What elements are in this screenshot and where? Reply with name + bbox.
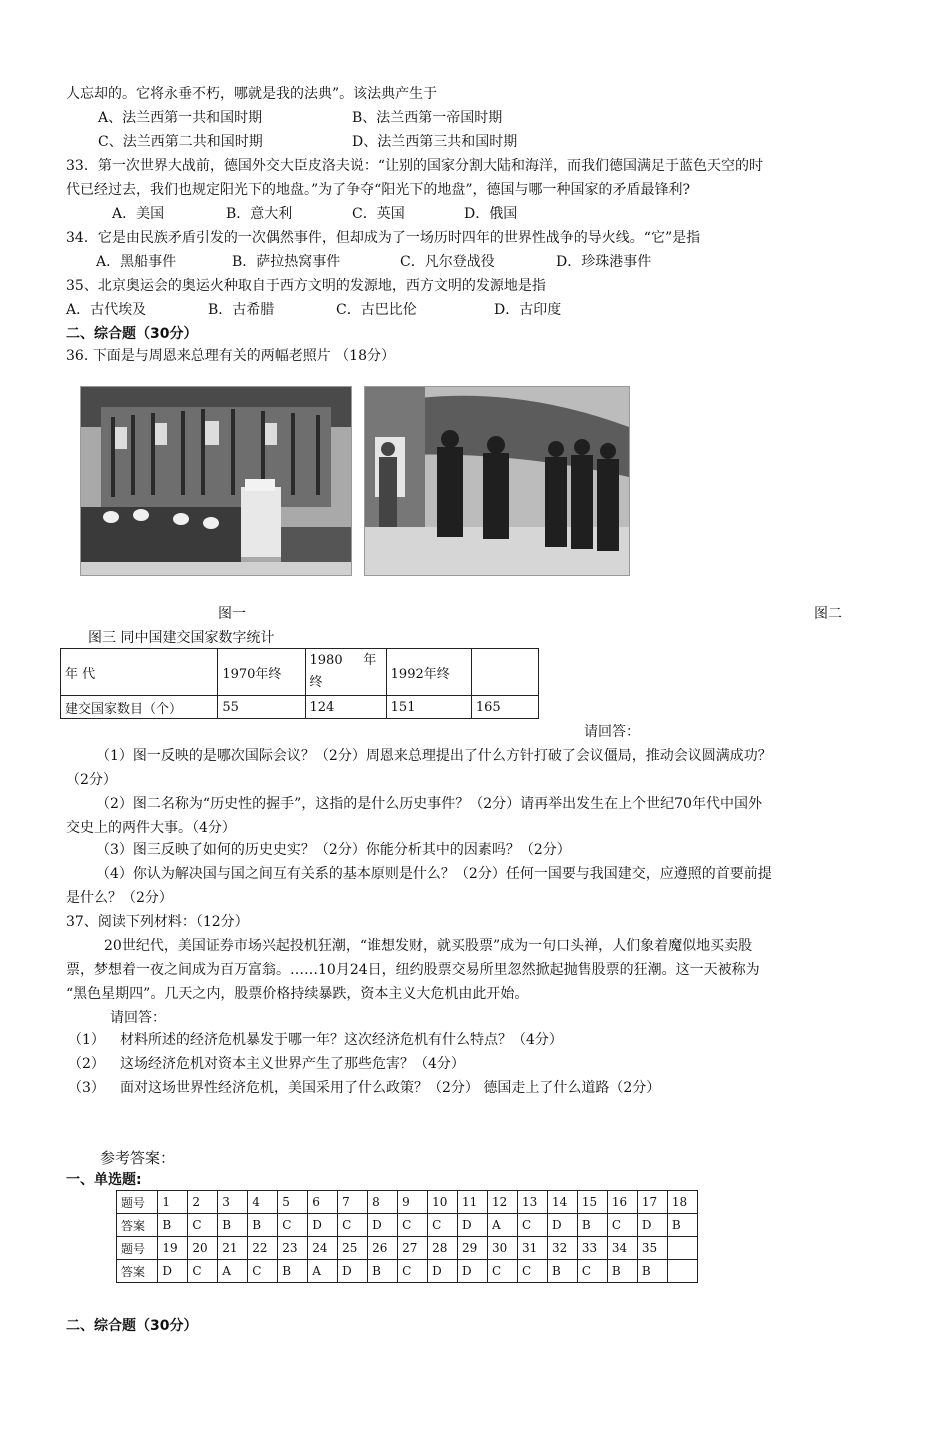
q36-sub4-line1: （4）你认为解决国与国之间互有关系的基本原则是什么？（2分）任何一国要与我国建交，应遵照的首要前提 [96, 866, 772, 882]
answer-cell: 19 [158, 1237, 188, 1260]
q32-text: 人忘却的。它将永垂不朽，哪就是我的法典”。该法典产生于 [66, 86, 438, 102]
q36-sub1-line1: （1）图一反映的是哪次国际会议？（2分）周恩来总理提出了什么方针打破了会议僵局，推动会议圆满成功？ [96, 748, 772, 764]
answer-cell: B [607, 1260, 637, 1283]
table-row [61, 649, 539, 696]
answer-cell: 13 [517, 1191, 547, 1214]
answer-cell: 5 [278, 1191, 308, 1214]
table-header-era: 年 代 [61, 649, 218, 696]
answer-cell: C [398, 1214, 428, 1237]
answer-cell: 27 [398, 1237, 428, 1260]
answer-cell: D [458, 1214, 488, 1237]
q35-option-c: C．古巴比伦 [336, 302, 417, 318]
answer-cell: C [428, 1214, 458, 1237]
q33-line1: 33．第一次世界大战前，德国外交大臣皮洛夫说：“让别的国家分割大陆和海洋，而我们德国满足于蓝色天空的时 [66, 158, 763, 174]
table-row [117, 1260, 698, 1283]
q36-sub2-line2: 交史上的两件大事。（4分） [66, 820, 236, 836]
answers-section2: 二、综合题（30分） [66, 1318, 198, 1334]
q34-line1: 34．它是由民族矛盾引发的一次偶然事件，但却成为了一场历时四年的世界性战争的导火线。“它”是指 [66, 230, 701, 246]
q37-material-line1: 20世纪代，美国证券市场兴起投机狂潮，“谁想发财，就买股票”成为一句口头禅，人们象着魔似地买卖股 [104, 938, 753, 954]
answer-cell: B [667, 1214, 697, 1237]
q37-material-line2: 票，梦想着一夜之间成为百万富翁。……10月24日，纽约股票交易所里忽然掀起抛售股票的狂潮。这一天被称为 [66, 962, 760, 978]
answer-cell: D [637, 1214, 667, 1237]
photo-handshake [364, 386, 630, 576]
q37-sub1-number: （1） [68, 1032, 105, 1048]
answer-cell: 9 [398, 1191, 428, 1214]
answer-cell: A [308, 1260, 338, 1283]
answer-cell: 6 [308, 1191, 338, 1214]
q37-sub2: 这场经济危机对资本主义世界产生了那些危害？（4分） [120, 1056, 465, 1072]
answer-cell: 17 [637, 1191, 667, 1214]
fig1-caption: 图一 [218, 606, 246, 622]
answer-cell: A [488, 1214, 518, 1237]
answer-table [116, 1190, 698, 1283]
answer-cell: 20 [188, 1237, 218, 1260]
section2-title: 二、综合题（30分） [66, 326, 198, 342]
answer-cell: D [458, 1260, 488, 1283]
answer-cell: 7 [338, 1191, 368, 1214]
answer-cell [667, 1260, 697, 1283]
answer-cell: 18 [667, 1191, 697, 1214]
q33-option-a: A．美国 [112, 206, 165, 222]
answer-cell: D [338, 1260, 368, 1283]
answer-cell: 21 [218, 1237, 248, 1260]
q34-option-a: A．黑船事件 [96, 254, 177, 270]
q35-line1: 35、北京奥运会的奥运火种取自于西方文明的发源地，西方文明的发源地是指 [66, 278, 546, 294]
q34-option-c: C．凡尔登战役 [400, 254, 495, 270]
answer-cell: 24 [308, 1237, 338, 1260]
answer-cell: 28 [428, 1237, 458, 1260]
answer-cell: 16 [607, 1191, 637, 1214]
diplomacy-table [60, 648, 539, 719]
q32-option-a: A、法兰西第一共和国时期 [98, 110, 263, 126]
answer-cell: C [278, 1214, 308, 1237]
answer-cell: B [637, 1260, 667, 1283]
answer-cell: C [517, 1260, 547, 1283]
answer-cell: 10 [428, 1191, 458, 1214]
answer-cell: 35 [637, 1237, 667, 1260]
q35-option-d: D．古印度 [494, 302, 562, 318]
photo-handshake-image [365, 387, 629, 575]
answer-cell: C [398, 1260, 428, 1283]
answer-cell: C [188, 1214, 218, 1237]
answer-cell: C [488, 1260, 518, 1283]
answer-cell: C [517, 1214, 547, 1237]
q37-please-answer: 请回答： [110, 1010, 166, 1026]
q36-intro: 36. 下面是与周恩来总理有关的两幅老照片 （18分） [66, 348, 395, 364]
answer-cell: D [428, 1260, 458, 1283]
answer-cell: 3 [218, 1191, 248, 1214]
q37-sub1: 材料所述的经济危机暴发于哪一年？这次经济危机有什么特点？（4分） [120, 1032, 563, 1048]
answer-cell: 25 [338, 1237, 368, 1260]
answer-cell: D [158, 1260, 188, 1283]
answer-cell: D [368, 1214, 398, 1237]
table-row [117, 1237, 698, 1260]
answer-cell: 11 [458, 1191, 488, 1214]
answer-cell: C [607, 1214, 637, 1237]
q35-option-b: B．古希腊 [208, 302, 275, 318]
answer-cell: 26 [368, 1237, 398, 1260]
q33-option-c: C．英国 [352, 206, 405, 222]
photo-conference-image [81, 387, 351, 575]
q33-option-d: D．俄国 [464, 206, 518, 222]
answer-cell: A [218, 1260, 248, 1283]
fig3-title: 图三 同中国建交国家数字统计 [88, 630, 275, 646]
answer-cell: D [308, 1214, 338, 1237]
q37-sub3-number: （3） [68, 1080, 105, 1096]
q37-intro: 37、阅读下列材料：（12分） [66, 914, 249, 930]
answer-cell: 15 [577, 1191, 607, 1214]
table-row-label: 建交国家数目（个） [61, 696, 218, 719]
answer-cell: 32 [547, 1237, 577, 1260]
answer-cell: B [248, 1214, 278, 1237]
answer-cell: C [338, 1214, 368, 1237]
answer-cell: B [278, 1260, 308, 1283]
answer-cell [667, 1237, 697, 1260]
table-row [117, 1191, 698, 1214]
q33-option-b: B．意大利 [226, 206, 293, 222]
q37-sub2-number: （2） [68, 1056, 105, 1072]
answer-cell: 22 [248, 1237, 278, 1260]
answer-cell: 33 [577, 1237, 607, 1260]
answer-cell: B [218, 1214, 248, 1237]
answer-cell: B [158, 1214, 188, 1237]
answer-cell: B [547, 1260, 577, 1283]
answer-row-label: 题号 [117, 1191, 158, 1214]
q36-sub3: （3）图三反映了如何的历史史实？（2分）你能分析其中的因素吗？（2分） [96, 842, 571, 858]
answer-cell: C [188, 1260, 218, 1283]
answer-cell: 8 [368, 1191, 398, 1214]
q37-sub3: 面对这场世界性经济危机，美国采用了什么政策？（2分） 德国走上了什么道路（2分） [120, 1080, 661, 1096]
answers-section1: 一、单选题: [66, 1172, 142, 1188]
answer-cell: 2 [188, 1191, 218, 1214]
table-row [61, 696, 539, 719]
table-header-blank [471, 649, 538, 696]
answers-title: 参考答案： [100, 1149, 176, 1167]
answer-row-label: 题号 [117, 1237, 158, 1260]
q37-material-line3: “黑色星期四”。几天之内，股票价格持续暴跌，资本主义大危机由此开始。 [66, 986, 529, 1002]
q32-option-b: B、法兰西第一帝国时期 [352, 110, 503, 126]
answer-cell: 29 [458, 1237, 488, 1260]
table-header-1980 [305, 649, 386, 696]
answer-cell: B [368, 1260, 398, 1283]
answer-cell: 14 [547, 1191, 577, 1214]
q32-option-c: C、法兰西第二共和国时期 [98, 134, 263, 150]
q36-sub1-line2: （2分） [66, 772, 117, 788]
answer-cell: 1 [158, 1191, 188, 1214]
answer-cell: C [248, 1260, 278, 1283]
answer-cell: 12 [488, 1191, 518, 1214]
table-header-1992: 1992年终 [386, 649, 471, 696]
answer-cell: 30 [488, 1237, 518, 1260]
q34-option-b: B．萨拉热窝事件 [232, 254, 341, 270]
answer-cell: C [577, 1260, 607, 1283]
answer-cell: 34 [607, 1237, 637, 1260]
fig2-caption: 图二 [814, 606, 842, 622]
q32-option-d: D、法兰西第三共和国时期 [352, 134, 518, 150]
table-cell: 151 [386, 696, 471, 719]
answer-cell: 23 [278, 1237, 308, 1260]
answer-row-label: 答案 [117, 1260, 158, 1283]
answer-cell: B [577, 1214, 607, 1237]
answer-cell: 4 [248, 1191, 278, 1214]
table-cell: 55 [218, 696, 305, 719]
answer-row-label: 答案 [117, 1214, 158, 1237]
q36-please-answer: 请回答： [584, 724, 640, 740]
table-header-1980-year: 1980 [309, 653, 343, 668]
q34-option-d: D．珍珠港事件 [556, 254, 652, 270]
table-header-1980-zhong: 终 [309, 675, 323, 690]
table-row [117, 1214, 698, 1237]
q36-sub2-line1: （2）图二名称为“历史性的握手”，这指的是什么历史事件？（2分）请再举出发生在上个世纪70年代中国外 [96, 796, 762, 812]
q33-line2: 代已经过去，我们也规定阳光下的地盘。”为了争夺“阳光下的地盘”，德国与哪一种国家的矛盾最锋利? [66, 182, 690, 198]
table-cell: 124 [305, 696, 386, 719]
answer-cell: 31 [517, 1237, 547, 1260]
table-cell: 165 [471, 696, 538, 719]
photo-conference [80, 386, 352, 576]
answer-cell: D [547, 1214, 577, 1237]
q36-sub4-line2: 是什么？（2分） [66, 890, 173, 906]
table-header-1970: 1970年终 [218, 649, 305, 696]
q35-option-a: A．古代埃及 [66, 302, 147, 318]
table-header-1980-nian: 年 [363, 653, 377, 668]
